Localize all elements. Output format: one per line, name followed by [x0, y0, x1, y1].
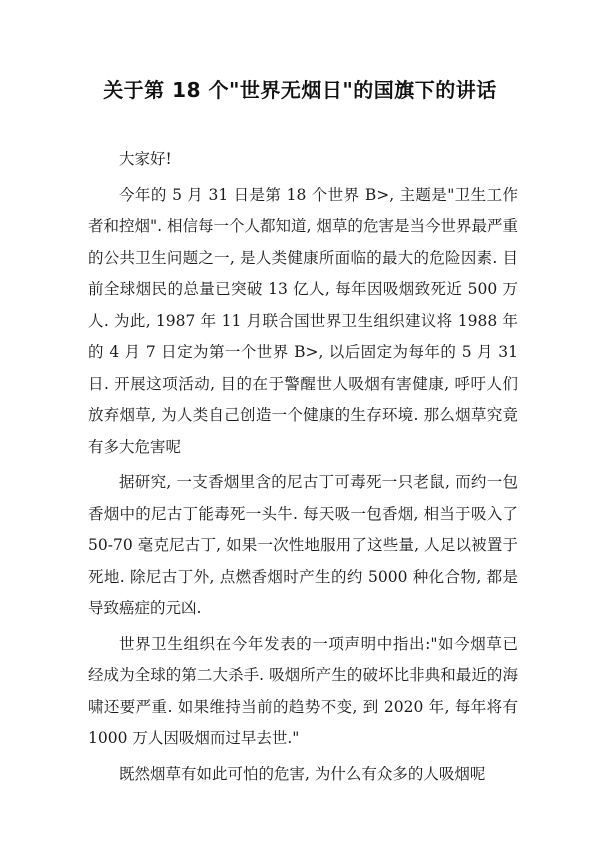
paragraph-1: 今年的 5 月 31 日是第 18 个世界 B>, 主题是"卫生工作者和控烟". 相信每一个人都知道, 烟草的危害是当今世界最严重的公共卫生问题之一, 是人类健康所面临的最大的危险因素. 目前全球烟民的总量已突破 13 亿人, 每年因吸烟致死近 500 万人. 为此, 1987 年 11 月联合国世界卫生组织建议将 1988 年的 4 月 7 日定为第一个世界 B>, 以后固定为每年的 5 月 31 日. 开展这项活动, 目的在于警醒世人吸烟有害健康, 呼吁人们放弃烟草, 为人类自己创造一个健康的生存环境. 那么烟草究竟有多大危害呢	[88, 185, 518, 456]
greeting: 大家好!	[119, 150, 172, 168]
document-title: 关于第 18 个"世界无烟日"的国旗下的讲话	[103, 78, 497, 102]
document-body	[88, 144, 518, 794]
paragraph-4: 既然烟草有如此可怕的危害, 为什么有众多的人吸烟呢	[119, 764, 486, 783]
paragraph-3: 世界卫生组织在今年发表的一项声明中指出:"如今烟草已经成为全球的第二大杀手. 吸烟所产生的破坏比非典和最近的海啸还要严重. 如果维持当前的趋势不变, 到 2020 年, 每年将有 1000 万人因吸烟而过早去世."	[88, 634, 518, 747]
paragraph-2: 据研究, 一支香烟里含的尼古丁可毒死一只老鼠, 而约一包香烟中的尼古丁能毒死一头牛. 每天吸一包香烟, 相当于吸入了 50-70 毫克尼古丁, 如果一次性地服用了这些量, 人足以被置于死地. 除尼古丁外, 点燃香烟时产生的约 5000 种化合物, 都是导致癌症的元凶.	[88, 473, 518, 617]
